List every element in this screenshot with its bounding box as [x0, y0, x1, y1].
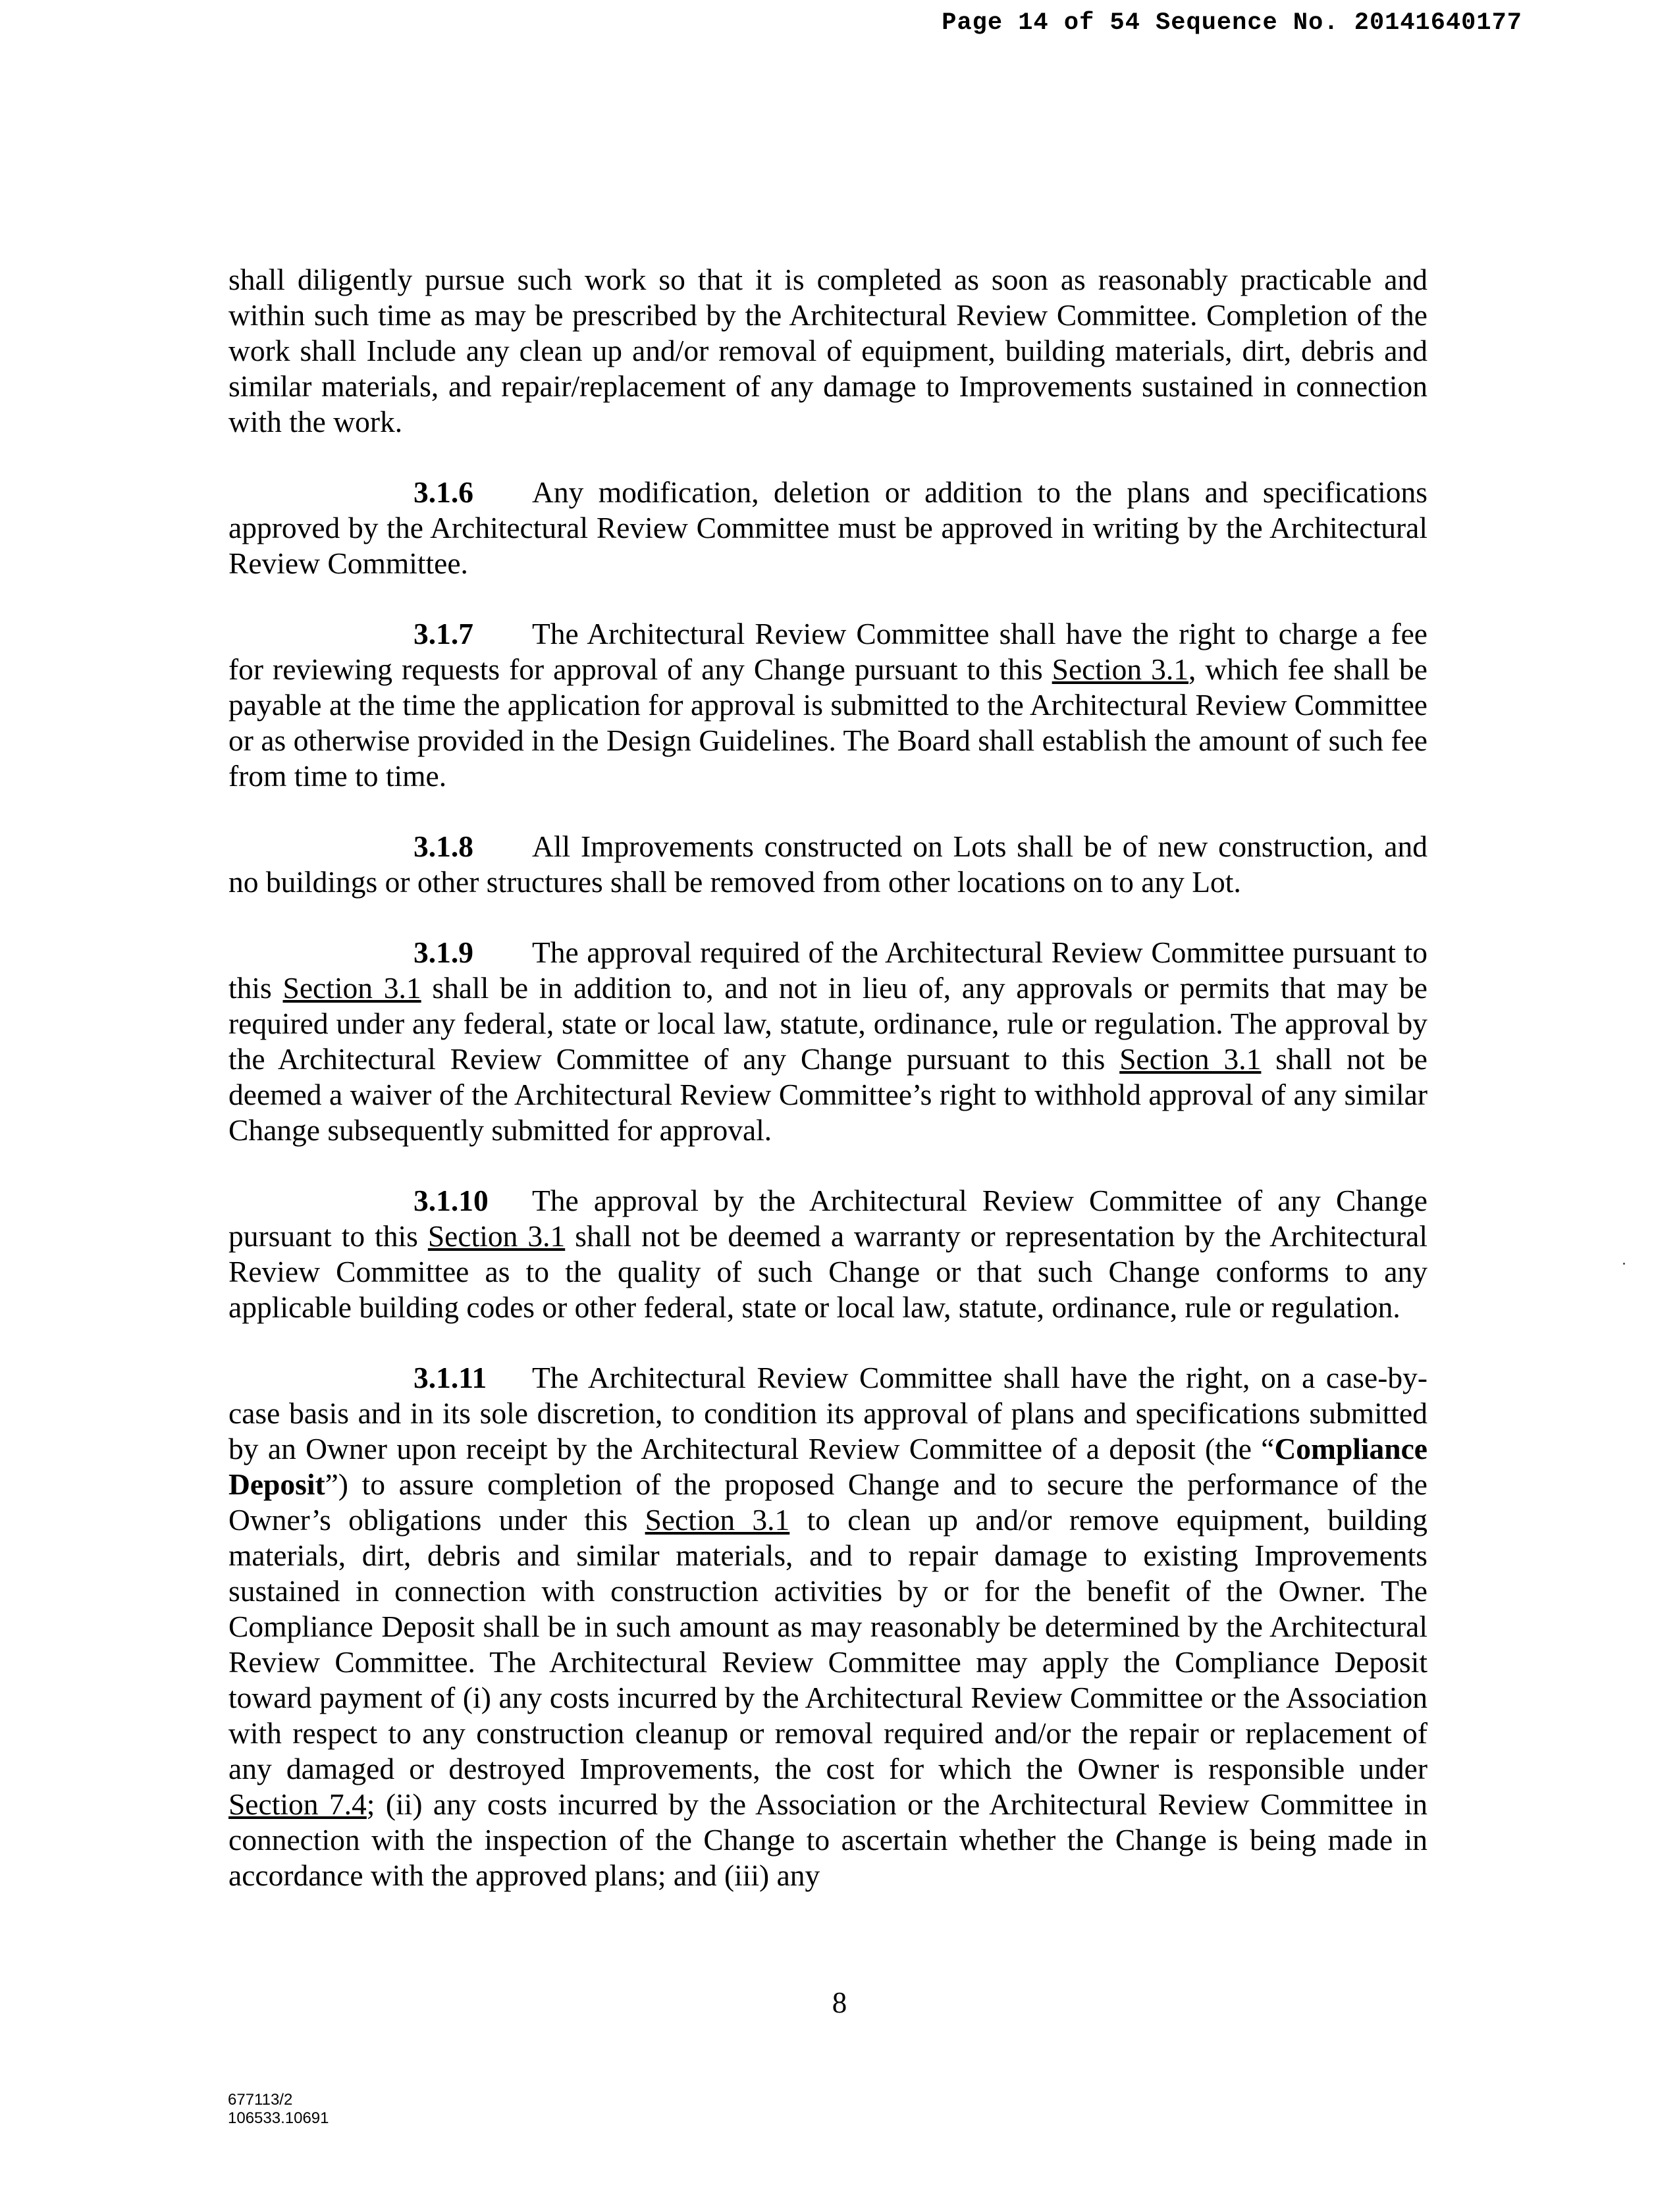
doc-id-line: 106533.10691: [228, 2109, 329, 2127]
section-text: shall not be deemed a warranty or representation by the Architectural Review Committee as to the quality of such Change or that such Change conforms to any applicable building codes or other federal, state or local law, statute, ordinance, rule or regulation.: [228, 1219, 1427, 1324]
section-text: shall not be deemed a waiver of the Architectural Review Committee’s right to withhold approval of any similar Change subsequently submitted for approval.: [228, 1042, 1427, 1147]
section-text: ; (ii) any costs incurred by the Association or the Architectural Review Committee in connection with the inspection of the Change to ascertain whether the Change is being made in accordance with the approved plans; and (iii) any: [228, 1787, 1427, 1892]
section-3-1-9: [228, 935, 1427, 1148]
section-text: , which fee shall be payable at the time the application for approval is submitted to the Architectural Review Committee or as otherwise provided in the Design Guidelines. The Board shall establish the amount of such fee from time to time.: [228, 652, 1427, 793]
scan-speck: [1623, 1263, 1625, 1265]
section-3-1-11: [228, 1360, 1427, 1893]
section-reference-link[interactable]: Section 7.4: [228, 1787, 367, 1821]
section-3-1-7: [228, 616, 1427, 794]
section-text: The Architectural Review Committee shall have the right, on a case-by-case basis and in its sole discretion, to condition its approval of plans and specifications submitted by an Owner upon receipt by the Architectural Review Committee of a deposit (the “: [228, 1361, 1427, 1465]
section-reference-link[interactable]: Section 3.1: [282, 971, 421, 1005]
section-text: The Architectural Review Committee shall have the right to charge a fee for reviewing requests for approval of any Change pursuant to this: [228, 617, 1427, 686]
section-text: to clean up and/or remove equipment, building materials, dirt, debris and similar materials, and to repair damage to existing Improvements sustained in connection with construction activities by or for the benefit of the Owner. The Compliance Deposit shall be in such amount as may reasonably be determined by the Architectural Review Committee. The Architectural Review Committee may apply the Compliance Deposit toward payment of (i) any costs incurred by the Architectural Review Committee or the Association with respect to any construction cleanup or removal required and/or the repair or replacement of any damaged or destroyed Improvements, the cost for which the Owner is responsible under: [228, 1503, 1428, 1785]
section-text: shall be in addition to, and not in lieu of, any approvals or permits that may be required under any federal, state or local law, statute, ordinance, rule or regulation. The approval by the Architectural Review Committee of any Change pursuant to this: [228, 971, 1427, 1076]
section-text: Any modification, deletion or addition to the plans and specifications approved by the Architectural Review Committee must be approved in writing by the Architectural Review Committee.: [228, 475, 1427, 580]
section-number: 3.1.6: [413, 475, 473, 509]
section-reference-link[interactable]: Section 3.1: [1119, 1042, 1262, 1076]
section-3-1-10: [228, 1183, 1427, 1325]
section-text: ”) to assure completion of the proposed Change and to secure the performance of the Owner’s obligations under this: [228, 1467, 1427, 1537]
section-reference-link[interactable]: Section 3.1: [427, 1219, 566, 1253]
section-3-1-6: [228, 475, 1427, 581]
section-text: The approval required of the Architectural Review Committee pursuant to this: [228, 935, 1427, 1005]
doc-id-line: 677113/2: [228, 2091, 293, 2109]
paragraph-text: shall diligently pursue such work so that it is completed as soon as reasonably practicable and within such time as may be prescribed by the Architectural Review Committee. Completion of the work shall Include any clean up and/or removal of equipment, building materials, dirt, debris and similar materials, and repair/replacement of any damage to Improvements sustained in connection with the work.: [228, 263, 1427, 438]
page-header: Page 14 of 54 Sequence No. 20141640177: [942, 9, 1522, 37]
section-text: The approval by the Architectural Review Committee of any Change pursuant to this: [228, 1184, 1427, 1253]
section-3-1-8: [228, 829, 1427, 900]
paragraph-continuation: [228, 262, 1427, 440]
section-text: All Improvements constructed on Lots shall be of new construction, and no buildings or other structures shall be removed from other locations on to any Lot.: [228, 830, 1427, 899]
section-number: 3.1.8: [413, 830, 473, 863]
body-text: [228, 262, 1427, 1928]
section-number: 3.1.10: [413, 1184, 489, 1217]
section-number: 3.1.9: [413, 935, 473, 969]
defined-term: Compliance Deposit: [228, 1432, 1427, 1501]
document-ids: [228, 2091, 329, 2128]
section-number: 3.1.7: [413, 617, 473, 650]
section-number: 3.1.11: [413, 1361, 487, 1394]
page-number: 8: [832, 1986, 847, 2019]
section-reference-link[interactable]: Section 3.1: [645, 1503, 790, 1537]
section-reference-link[interactable]: Section 3.1: [1052, 652, 1189, 686]
